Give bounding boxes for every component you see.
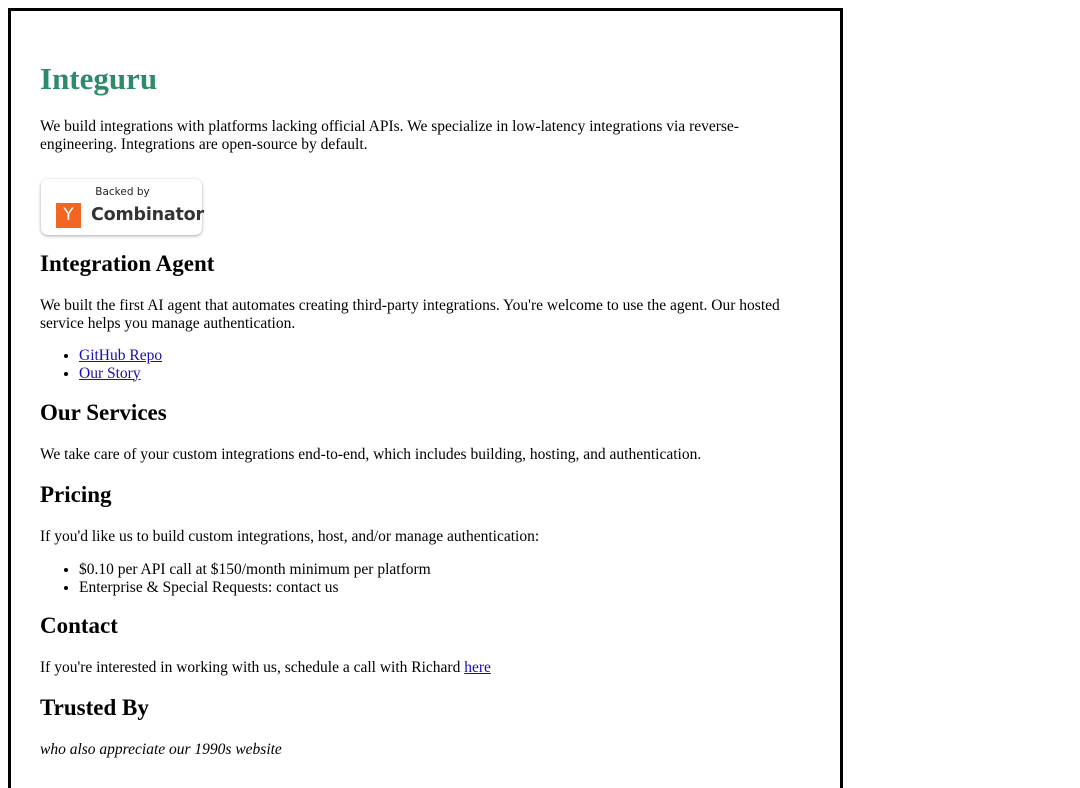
our-story-link[interactable]: Our Story [79, 364, 141, 382]
github-repo-link[interactable]: GitHub Repo [79, 347, 163, 364]
contact-text [40, 659, 800, 677]
contact-heading: Contact [40, 613, 118, 638]
pricing-text: If you'd like us to build custom integrations, host, and/or manage authentication: [40, 528, 540, 545]
yc-backed-by-label: Backed by [95, 186, 150, 198]
trusted-by-tagline: who also appreciate our 1990s website [40, 741, 282, 758]
y-combinator-logo-icon: Y [56, 203, 81, 228]
integration-agent-text: We built the first AI agent that automates creating third-party integrations. You're welcome to use the agent. Our hosted service helps you manage authentication. [40, 297, 780, 332]
integration-agent-heading: Integration Agent [40, 251, 215, 276]
our-services-heading: Our Services [40, 400, 167, 425]
page-frame [8, 8, 843, 788]
yc-badge[interactable] [41, 179, 202, 235]
intro-text: We build integrations with platforms lacking official APIs. We specialize in low-latency integrations via reverse-engineering. Integrations are open-source by default. [40, 118, 739, 153]
list-item [79, 347, 162, 365]
list-item [79, 365, 162, 383]
integration-agent-links [40, 347, 162, 382]
contact-text-body: If you're interested in working with us, schedule a call with Richard [40, 659, 461, 676]
our-services-text: We take care of your custom integrations end-to-end, which includes building, hosting, and authentication. [40, 446, 702, 463]
pricing-list [40, 561, 431, 596]
pricing-heading: Pricing [40, 482, 112, 507]
list-item: • $0.10 per API call at $150/month minimum per platform [79, 561, 431, 579]
yc-name-label: Combinator [91, 205, 204, 225]
schedule-call-link[interactable]: here [464, 659, 491, 676]
list-item: • Enterprise & Special Requests: contact us [79, 579, 431, 597]
trusted-by-heading: Trusted By [40, 695, 149, 720]
site-title: Integuru [40, 61, 158, 96]
